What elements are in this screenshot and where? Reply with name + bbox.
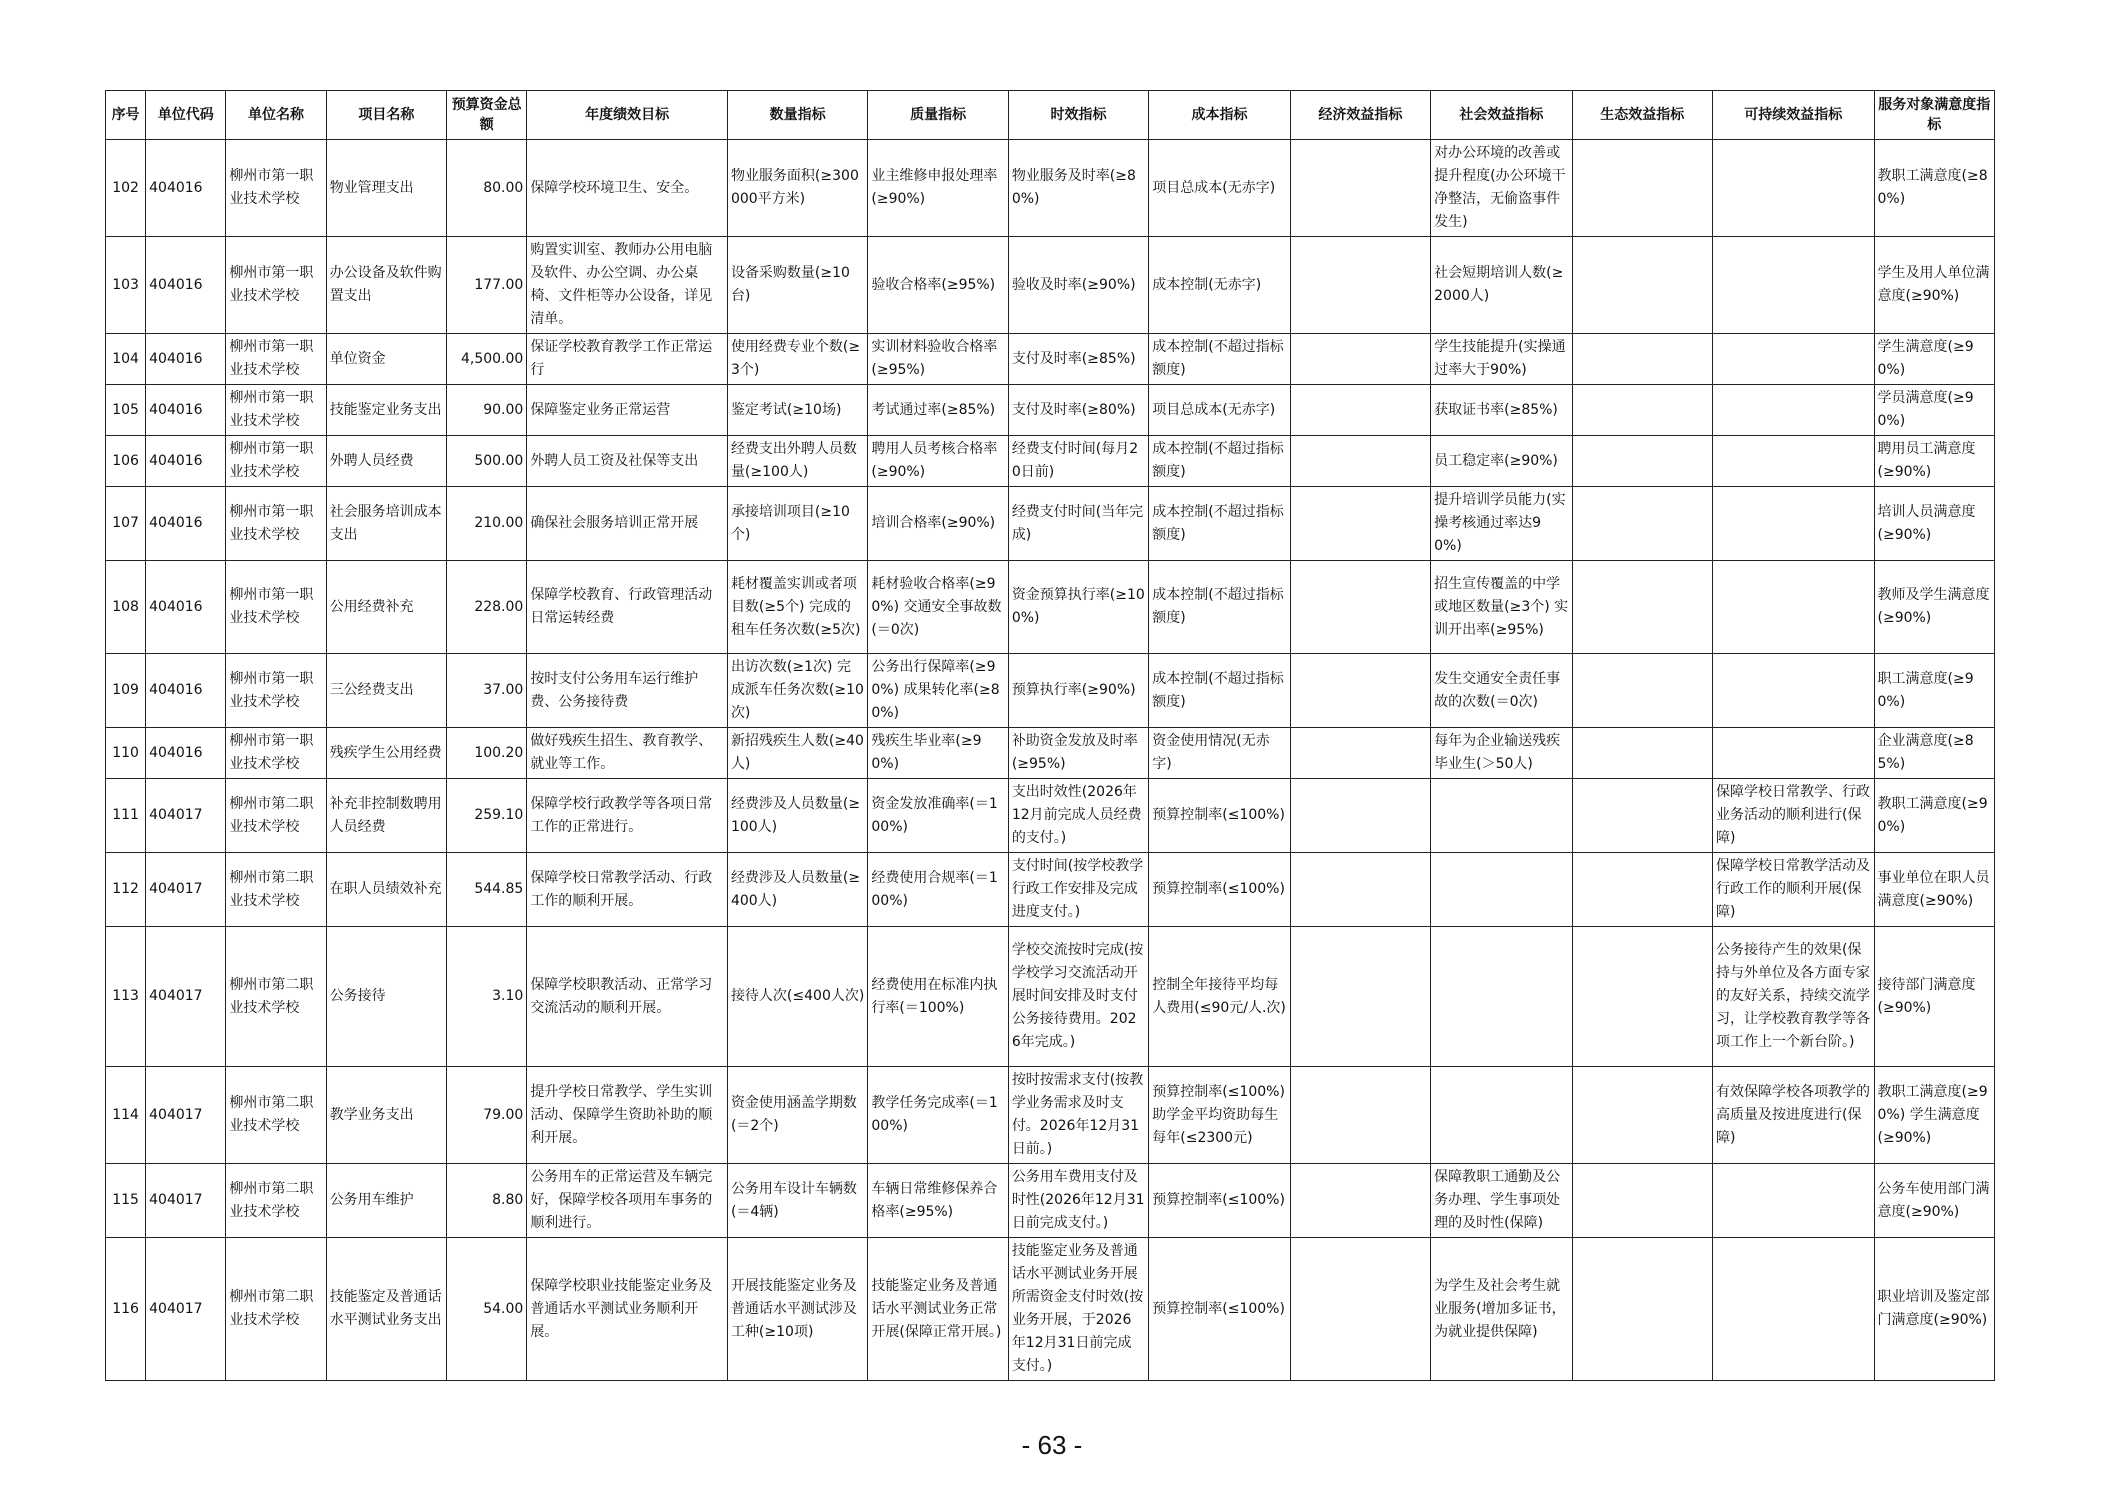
cell-social-benefit: 员工稳定率(≥90%) — [1431, 436, 1572, 487]
cell-budget: 228.00 — [447, 561, 527, 654]
cell-unit-name: 柳州市第一职业技术学校 — [226, 654, 326, 728]
cell-timeliness-indicator: 技能鉴定业务及普通话水平测试业务开展所需资金支付时效(按业务开展，于2026年12月31日前完成支付。) — [1008, 1238, 1148, 1381]
table-row — [106, 140, 1995, 237]
cell-ecological-benefit — [1572, 728, 1712, 779]
cell-economic-benefit — [1290, 654, 1430, 728]
cell-cost-indicator: 成本控制(不超过指标额度) — [1149, 654, 1290, 728]
cell-unit-code: 404017 — [146, 1238, 226, 1381]
cell-index: 111 — [106, 779, 146, 853]
cell-cost-indicator: 成本控制(不超过指标额度) — [1149, 561, 1290, 654]
cell-annual-goal: 保障鉴定业务正常运营 — [527, 385, 728, 436]
table-row — [106, 561, 1995, 654]
cell-project-name: 补充非控制数聘用人员经费 — [326, 779, 446, 853]
cell-cost-indicator: 成本控制(无赤字) — [1149, 237, 1290, 334]
cell-quality-indicator: 技能鉴定业务及普通话水平测试业务正常开展(保障正常开展。) — [868, 1238, 1008, 1381]
cell-unit-code: 404017 — [146, 1067, 226, 1164]
cell-quality-indicator: 资金发放准确率(＝100%) — [868, 779, 1008, 853]
column-header-sustainable-benefit: 可持续效益指标 — [1713, 91, 1875, 140]
cell-cost-indicator: 项目总成本(无赤字) — [1149, 385, 1290, 436]
cell-project-name: 外聘人员经费 — [326, 436, 446, 487]
cell-cost-indicator: 成本控制(不超过指标额度) — [1149, 487, 1290, 561]
cell-quantity-indicator: 资金使用涵盖学期数(＝2个) — [727, 1067, 867, 1164]
cell-unit-name: 柳州市第一职业技术学校 — [226, 140, 326, 237]
table-row — [106, 334, 1995, 385]
cell-economic-benefit — [1290, 853, 1430, 927]
cell-satisfaction-indicator: 教职工满意度(≥80%) — [1874, 140, 1995, 237]
table-row — [106, 927, 1995, 1067]
table-row — [106, 436, 1995, 487]
table-header-row — [106, 91, 1995, 140]
cell-timeliness-indicator: 经费支付时间(当年完成) — [1008, 487, 1148, 561]
cell-project-name: 技能鉴定及普通话水平测试业务支出 — [326, 1238, 446, 1381]
table-row — [106, 654, 1995, 728]
table-row — [106, 728, 1995, 779]
cell-index: 107 — [106, 487, 146, 561]
cell-timeliness-indicator: 支出时效性(2026年12月前完成人员经费的支付。) — [1008, 779, 1148, 853]
cell-budget: 80.00 — [447, 140, 527, 237]
cell-cost-indicator: 成本控制(不超过指标额度) — [1149, 334, 1290, 385]
cell-timeliness-indicator: 支付及时率(≥80%) — [1008, 385, 1148, 436]
cell-quantity-indicator: 承接培训项目(≥10个) — [727, 487, 867, 561]
cell-project-name: 三公经费支出 — [326, 654, 446, 728]
cell-unit-code: 404016 — [146, 237, 226, 334]
column-header-index: 序号 — [106, 91, 146, 140]
cell-annual-goal: 保障学校日常教学活动、行政工作的顺利开展。 — [527, 853, 728, 927]
cell-budget: 3.10 — [447, 927, 527, 1067]
cell-economic-benefit — [1290, 436, 1430, 487]
cell-project-name: 公务接待 — [326, 927, 446, 1067]
cell-budget: 90.00 — [447, 385, 527, 436]
cell-timeliness-indicator: 补助资金发放及时率(≥95%) — [1008, 728, 1148, 779]
cell-annual-goal: 保证学校教育教学工作正常运行 — [527, 334, 728, 385]
cell-satisfaction-indicator: 聘用员工满意度(≥90%) — [1874, 436, 1995, 487]
cell-annual-goal: 保障学校职教活动、正常学习交流活动的顺利开展。 — [527, 927, 728, 1067]
cell-social-benefit: 招生宣传覆盖的中学或地区数量(≥3个) 实训开出率(≥95%) — [1431, 561, 1572, 654]
cell-project-name: 物业管理支出 — [326, 140, 446, 237]
cell-economic-benefit — [1290, 385, 1430, 436]
cell-ecological-benefit — [1572, 1238, 1712, 1381]
cell-timeliness-indicator: 支付时间(按学校教学行政工作安排及完成进度支付。) — [1008, 853, 1148, 927]
cell-sustainable-benefit: 有效保障学校各项教学的高质量及按进度进行(保障) — [1713, 1067, 1875, 1164]
cell-unit-code: 404016 — [146, 561, 226, 654]
cell-unit-name: 柳州市第二职业技术学校 — [226, 853, 326, 927]
cell-cost-indicator: 预算控制率(≤100%) — [1149, 1238, 1290, 1381]
cell-social-benefit: 社会短期培训人数(≥2000人) — [1431, 237, 1572, 334]
cell-index: 116 — [106, 1238, 146, 1381]
cell-cost-indicator: 预算控制率(≤100%) — [1149, 779, 1290, 853]
cell-quantity-indicator: 鉴定考试(≥10场) — [727, 385, 867, 436]
cell-unit-name: 柳州市第一职业技术学校 — [226, 237, 326, 334]
cell-quality-indicator: 耗材验收合格率(≥90%) 交通安全事故数(＝0次) — [868, 561, 1008, 654]
cell-social-benefit: 保障教职工通勤及公务办理、学生事项处理的及时性(保障) — [1431, 1164, 1572, 1238]
table-row — [106, 237, 1995, 334]
cell-ecological-benefit — [1572, 1164, 1712, 1238]
cell-quantity-indicator: 经费涉及人员数量(≥100人) — [727, 779, 867, 853]
cell-sustainable-benefit: 保障学校日常教学、行政业务活动的顺利进行(保障) — [1713, 779, 1875, 853]
cell-budget: 177.00 — [447, 237, 527, 334]
table-row — [106, 487, 1995, 561]
cell-index: 114 — [106, 1067, 146, 1164]
cell-project-name: 在职人员绩效补充 — [326, 853, 446, 927]
column-header-unit-code: 单位代码 — [146, 91, 226, 140]
cell-quantity-indicator: 开展技能鉴定业务及普通话水平测试涉及工种(≥10项) — [727, 1238, 867, 1381]
cell-satisfaction-indicator: 学生满意度(≥90%) — [1874, 334, 1995, 385]
column-header-quality-indicator: 质量指标 — [868, 91, 1008, 140]
cell-unit-name: 柳州市第一职业技术学校 — [226, 728, 326, 779]
cell-budget: 100.20 — [447, 728, 527, 779]
cell-index: 110 — [106, 728, 146, 779]
cell-unit-code: 404016 — [146, 334, 226, 385]
cell-social-benefit: 为学生及社会考生就业服务(增加多证书，为就业提供保障) — [1431, 1238, 1572, 1381]
cell-index: 108 — [106, 561, 146, 654]
cell-cost-indicator: 项目总成本(无赤字) — [1149, 140, 1290, 237]
cell-satisfaction-indicator: 教师及学生满意度(≥90%) — [1874, 561, 1995, 654]
cell-annual-goal: 保障学校行政教学等各项日常工作的正常进行。 — [527, 779, 728, 853]
cell-unit-name: 柳州市第一职业技术学校 — [226, 334, 326, 385]
cell-index: 109 — [106, 654, 146, 728]
cell-economic-benefit — [1290, 927, 1430, 1067]
cell-project-name: 技能鉴定业务支出 — [326, 385, 446, 436]
cell-index: 103 — [106, 237, 146, 334]
cell-index: 104 — [106, 334, 146, 385]
cell-annual-goal: 保障学校职业技能鉴定业务及普通话水平测试业务顺利开展。 — [527, 1238, 728, 1381]
column-header-timeliness-indicator: 时效指标 — [1008, 91, 1148, 140]
cell-sustainable-benefit: 公务接待产生的效果(保持与外单位及各方面专家的友好关系，持续交流学习，让学校教育教学等各项工作上一个新台阶。) — [1713, 927, 1875, 1067]
column-header-satisfaction-indicator: 服务对象满意度指标 — [1874, 91, 1995, 140]
cell-satisfaction-indicator: 职业培训及鉴定部门满意度(≥90%) — [1874, 1238, 1995, 1381]
cell-quality-indicator: 教学任务完成率(＝100%) — [868, 1067, 1008, 1164]
cell-index: 106 — [106, 436, 146, 487]
cell-annual-goal: 做好残疾生招生、教育教学、就业等工作。 — [527, 728, 728, 779]
cell-satisfaction-indicator: 职工满意度(≥90%) — [1874, 654, 1995, 728]
cell-ecological-benefit — [1572, 853, 1712, 927]
cell-annual-goal: 保障学校环境卫生、安全。 — [527, 140, 728, 237]
cell-quality-indicator: 经费使用在标准内执行率(＝100%) — [868, 927, 1008, 1067]
cell-unit-name: 柳州市第二职业技术学校 — [226, 1238, 326, 1381]
cell-annual-goal: 公务用车的正常运营及车辆完好，保障学校各项用车事务的顺利进行。 — [527, 1164, 728, 1238]
cell-unit-name: 柳州市第一职业技术学校 — [226, 436, 326, 487]
cell-ecological-benefit — [1572, 436, 1712, 487]
cell-cost-indicator: 预算控制率(≤100%) 助学金平均资助每生每年(≤2300元) — [1149, 1067, 1290, 1164]
column-header-quantity-indicator: 数量指标 — [727, 91, 867, 140]
cell-project-name: 公务用车维护 — [326, 1164, 446, 1238]
cell-satisfaction-indicator: 教职工满意度(≥90%) — [1874, 779, 1995, 853]
cell-ecological-benefit — [1572, 1067, 1712, 1164]
cell-economic-benefit — [1290, 237, 1430, 334]
cell-economic-benefit — [1290, 334, 1430, 385]
cell-budget: 8.80 — [447, 1164, 527, 1238]
cell-project-name: 残疾学生公用经费 — [326, 728, 446, 779]
cell-quantity-indicator: 物业服务面积(≥300000平方米) — [727, 140, 867, 237]
cell-budget: 4,500.00 — [447, 334, 527, 385]
cell-social-benefit: 发生交通安全责任事故的次数(＝0次) — [1431, 654, 1572, 728]
cell-timeliness-indicator: 物业服务及时率(≥80%) — [1008, 140, 1148, 237]
cell-quality-indicator: 车辆日常维修保养合格率(≥95%) — [868, 1164, 1008, 1238]
cell-social-benefit: 每年为企业输送残疾毕业生(＞50人) — [1431, 728, 1572, 779]
cell-budget: 544.85 — [447, 853, 527, 927]
cell-cost-indicator: 预算控制率(≤100%) — [1149, 1164, 1290, 1238]
cell-unit-code: 404016 — [146, 436, 226, 487]
column-header-annual-goal: 年度绩效目标 — [527, 91, 728, 140]
cell-index: 113 — [106, 927, 146, 1067]
table-row — [106, 1067, 1995, 1164]
cell-unit-name: 柳州市第二职业技术学校 — [226, 1067, 326, 1164]
cell-economic-benefit — [1290, 779, 1430, 853]
cell-sustainable-benefit — [1713, 385, 1875, 436]
cell-ecological-benefit — [1572, 237, 1712, 334]
cell-satisfaction-indicator: 教职工满意度(≥90%) 学生满意度(≥90%) — [1874, 1067, 1995, 1164]
cell-economic-benefit — [1290, 561, 1430, 654]
column-header-social-benefit: 社会效益指标 — [1431, 91, 1572, 140]
cell-social-benefit: 对办公环境的改善或提升程度(办公环境干净整洁，无偷盗事件发生) — [1431, 140, 1572, 237]
cell-project-name: 办公设备及软件购置支出 — [326, 237, 446, 334]
cell-quality-indicator: 实训材料验收合格率(≥95%) — [868, 334, 1008, 385]
cell-economic-benefit — [1290, 140, 1430, 237]
cell-ecological-benefit — [1572, 487, 1712, 561]
cell-cost-indicator: 资金使用情况(无赤字) — [1149, 728, 1290, 779]
cell-unit-code: 404016 — [146, 140, 226, 237]
table-row — [106, 1238, 1995, 1381]
cell-budget: 37.00 — [447, 654, 527, 728]
cell-project-name: 单位资金 — [326, 334, 446, 385]
cell-unit-code: 404017 — [146, 927, 226, 1067]
cell-unit-name: 柳州市第一职业技术学校 — [226, 561, 326, 654]
cell-unit-name: 柳州市第二职业技术学校 — [226, 1164, 326, 1238]
cell-annual-goal: 外聘人员工资及社保等支出 — [527, 436, 728, 487]
cell-unit-name: 柳州市第一职业技术学校 — [226, 385, 326, 436]
cell-social-benefit — [1431, 779, 1572, 853]
cell-quality-indicator: 考试通过率(≥85%) — [868, 385, 1008, 436]
cell-timeliness-indicator: 公务用车费用支付及时性(2026年12月31日前完成支付。) — [1008, 1164, 1148, 1238]
cell-cost-indicator: 控制全年接待平均每人费用(≤90元/人.次) — [1149, 927, 1290, 1067]
cell-satisfaction-indicator: 接待部门满意度(≥90%) — [1874, 927, 1995, 1067]
cell-satisfaction-indicator: 事业单位在职人员满意度(≥90%) — [1874, 853, 1995, 927]
table-row — [106, 385, 1995, 436]
cell-sustainable-benefit — [1713, 487, 1875, 561]
cell-project-name: 公用经费补充 — [326, 561, 446, 654]
cell-quantity-indicator: 经费支出外聘人员数量(≥100人) — [727, 436, 867, 487]
cell-social-benefit: 学生技能提升(实操通过率大于90%) — [1431, 334, 1572, 385]
column-header-cost-indicator: 成本指标 — [1149, 91, 1290, 140]
cell-quality-indicator: 业主维修申报处理率(≥90%) — [868, 140, 1008, 237]
cell-ecological-benefit — [1572, 779, 1712, 853]
cell-ecological-benefit — [1572, 561, 1712, 654]
cell-sustainable-benefit — [1713, 237, 1875, 334]
cell-annual-goal: 保障学校教育、行政管理活动日常运转经费 — [527, 561, 728, 654]
cell-economic-benefit — [1290, 1238, 1430, 1381]
table-row — [106, 779, 1995, 853]
cell-unit-name: 柳州市第二职业技术学校 — [226, 779, 326, 853]
cell-unit-name: 柳州市第二职业技术学校 — [226, 927, 326, 1067]
cell-ecological-benefit — [1572, 140, 1712, 237]
cell-unit-code: 404017 — [146, 853, 226, 927]
cell-sustainable-benefit — [1713, 728, 1875, 779]
cell-quantity-indicator: 设备采购数量(≥10台) — [727, 237, 867, 334]
cell-quantity-indicator: 新招残疾生人数(≥40人) — [727, 728, 867, 779]
cell-sustainable-benefit — [1713, 1238, 1875, 1381]
cell-project-name: 社会服务培训成本支出 — [326, 487, 446, 561]
cell-ecological-benefit — [1572, 654, 1712, 728]
cell-annual-goal: 按时支付公务用车运行维护费、公务接待费 — [527, 654, 728, 728]
cell-sustainable-benefit — [1713, 140, 1875, 237]
cell-sustainable-benefit — [1713, 561, 1875, 654]
cell-social-benefit: 获取证书率(≥85%) — [1431, 385, 1572, 436]
cell-index: 112 — [106, 853, 146, 927]
cell-budget: 500.00 — [447, 436, 527, 487]
cell-social-benefit — [1431, 1067, 1572, 1164]
cell-annual-goal: 确保社会服务培训正常开展 — [527, 487, 728, 561]
cell-timeliness-indicator: 资金预算执行率(≥100%) — [1008, 561, 1148, 654]
cell-economic-benefit — [1290, 487, 1430, 561]
cell-quantity-indicator: 公务用车设计车辆数(＝4辆) — [727, 1164, 867, 1238]
cell-quality-indicator: 公务出行保障率(≥90%) 成果转化率(≥80%) — [868, 654, 1008, 728]
cell-timeliness-indicator: 验收及时率(≥90%) — [1008, 237, 1148, 334]
cell-annual-goal: 提升学校日常教学、学生实训活动、保障学生资助补助的顺利开展。 — [527, 1067, 728, 1164]
cell-index: 105 — [106, 385, 146, 436]
page-number: - 63 - — [1021, 1430, 1083, 1460]
cell-ecological-benefit — [1572, 385, 1712, 436]
cell-satisfaction-indicator: 培训人员满意度(≥90%) — [1874, 487, 1995, 561]
cell-quantity-indicator: 出访次数(≥1次) 完成派车任务次数(≥10次) — [727, 654, 867, 728]
cell-sustainable-benefit — [1713, 436, 1875, 487]
cell-unit-name: 柳州市第一职业技术学校 — [226, 487, 326, 561]
cell-ecological-benefit — [1572, 334, 1712, 385]
cell-quality-indicator: 经费使用合规率(＝100%) — [868, 853, 1008, 927]
cell-sustainable-benefit — [1713, 654, 1875, 728]
cell-unit-code: 404017 — [146, 1164, 226, 1238]
cell-index: 102 — [106, 140, 146, 237]
cell-budget: 54.00 — [447, 1238, 527, 1381]
cell-economic-benefit — [1290, 1067, 1430, 1164]
table-row — [106, 853, 1995, 927]
cell-timeliness-indicator: 支付及时率(≥85%) — [1008, 334, 1148, 385]
cell-cost-indicator: 成本控制(不超过指标额度) — [1149, 436, 1290, 487]
cell-economic-benefit — [1290, 1164, 1430, 1238]
cell-social-benefit — [1431, 853, 1572, 927]
cell-social-benefit — [1431, 927, 1572, 1067]
cell-budget: 210.00 — [447, 487, 527, 561]
cell-project-name: 教学业务支出 — [326, 1067, 446, 1164]
column-header-project-name: 项目名称 — [326, 91, 446, 140]
cell-quality-indicator: 验收合格率(≥95%) — [868, 237, 1008, 334]
column-header-ecological-benefit: 生态效益指标 — [1572, 91, 1712, 140]
cell-budget: 79.00 — [447, 1067, 527, 1164]
cell-sustainable-benefit: 保障学校日常教学活动及行政工作的顺利开展(保障) — [1713, 853, 1875, 927]
cell-economic-benefit — [1290, 728, 1430, 779]
table-body — [106, 140, 1995, 1381]
performance-table — [105, 90, 1995, 1381]
cell-quantity-indicator: 使用经费专业个数(≥3个) — [727, 334, 867, 385]
column-header-unit-name: 单位名称 — [226, 91, 326, 140]
cell-unit-code: 404016 — [146, 654, 226, 728]
cell-quality-indicator: 残疾生毕业率(≥90%) — [868, 728, 1008, 779]
column-header-economic-benefit: 经济效益指标 — [1290, 91, 1430, 140]
cell-quantity-indicator: 经费涉及人员数量(≥400人) — [727, 853, 867, 927]
cell-satisfaction-indicator: 学员满意度(≥90%) — [1874, 385, 1995, 436]
cell-satisfaction-indicator: 企业满意度(≥85%) — [1874, 728, 1995, 779]
cell-timeliness-indicator: 经费支付时间(每月20日前) — [1008, 436, 1148, 487]
cell-sustainable-benefit — [1713, 1164, 1875, 1238]
cell-social-benefit: 提升培训学员能力(实操考核通过率达90%) — [1431, 487, 1572, 561]
column-header-budget: 预算资金总额 — [447, 91, 527, 140]
cell-timeliness-indicator: 按时按需求支付(按教学业务需求及时支付。2026年12月31日前。) — [1008, 1067, 1148, 1164]
cell-budget: 259.10 — [447, 779, 527, 853]
table-row — [106, 1164, 1995, 1238]
cell-ecological-benefit — [1572, 927, 1712, 1067]
cell-quantity-indicator: 耗材覆盖实训或者项目数(≥5个) 完成的租车任务次数(≥5次) — [727, 561, 867, 654]
cell-satisfaction-indicator: 公务车使用部门满意度(≥90%) — [1874, 1164, 1995, 1238]
cell-unit-code: 404017 — [146, 779, 226, 853]
cell-satisfaction-indicator: 学生及用人单位满意度(≥90%) — [1874, 237, 1995, 334]
cell-quality-indicator: 聘用人员考核合格率(≥90%) — [868, 436, 1008, 487]
cell-unit-code: 404016 — [146, 385, 226, 436]
cell-quality-indicator: 培训合格率(≥90%) — [868, 487, 1008, 561]
cell-unit-code: 404016 — [146, 487, 226, 561]
cell-index: 115 — [106, 1164, 146, 1238]
cell-annual-goal: 购置实训室、教师办公用电脑及软件、办公空调、办公桌椅、文件柜等办公设备，详见清单。 — [527, 237, 728, 334]
cell-unit-code: 404016 — [146, 728, 226, 779]
cell-sustainable-benefit — [1713, 334, 1875, 385]
cell-quantity-indicator: 接待人次(≤400人次) — [727, 927, 867, 1067]
cell-timeliness-indicator: 学校交流按时完成(按学校学习交流活动开展时间安排及时支付公务接待费用。2026年完成。) — [1008, 927, 1148, 1067]
cell-cost-indicator: 预算控制率(≤100%) — [1149, 853, 1290, 927]
cell-timeliness-indicator: 预算执行率(≥90%) — [1008, 654, 1148, 728]
